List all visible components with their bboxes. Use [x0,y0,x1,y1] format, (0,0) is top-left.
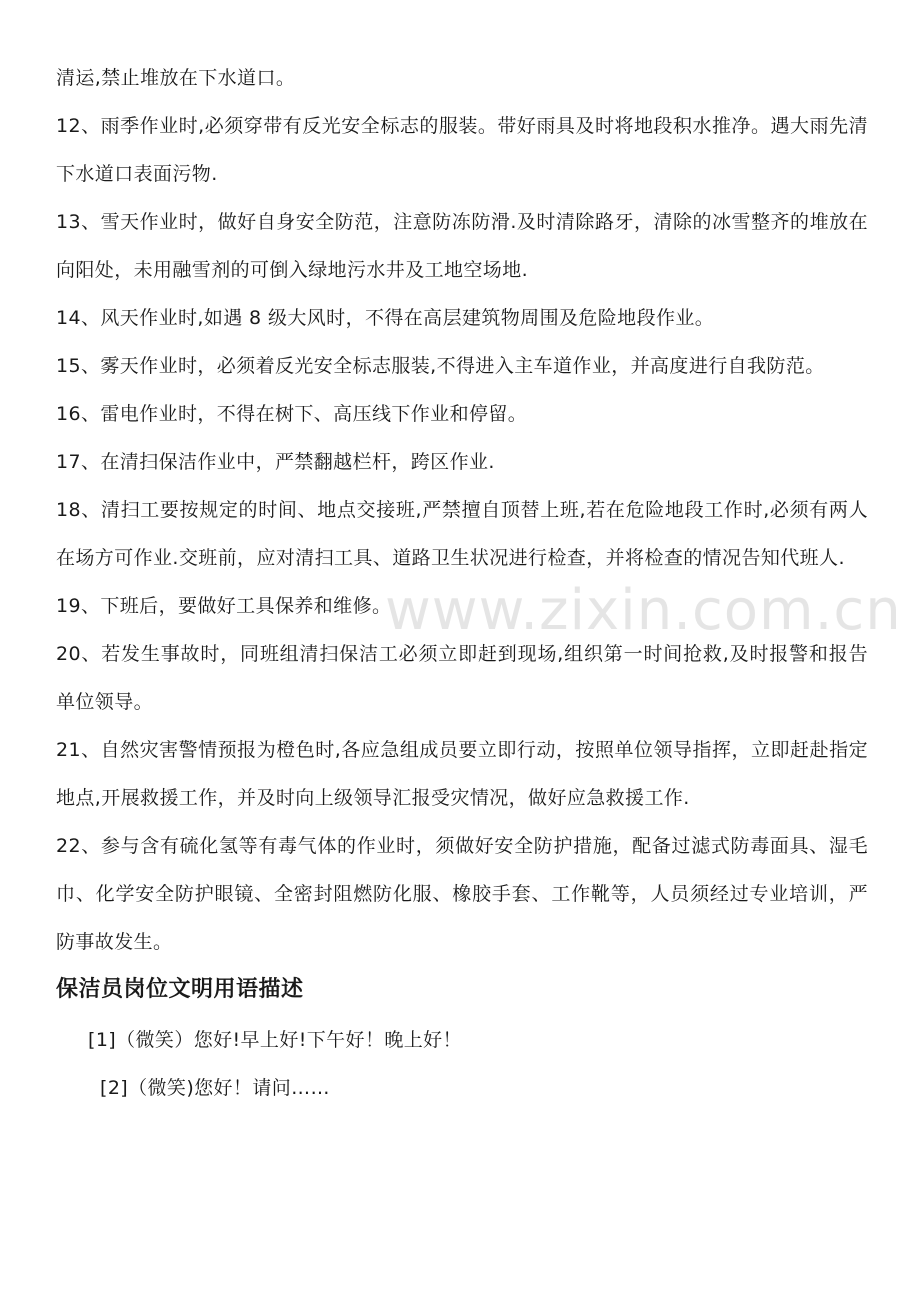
greeting-2: [2]（微笑)您好！请问…… [100,1077,330,1099]
rule-19: 19、下班后，要做好工具保养和维修。 [56,595,392,617]
rule-21: 21、自然灾害警情预报为橙色时,各应急组成员要立即行动，按照单位领导指挥，立即赶赴指定地点,开展救援工作，并及时向上级领导汇报受灾情况，做好应急救援工作. [56,739,868,809]
rule-15: 15、雾天作业时，必须着反光安全标志服装,不得进入主车道作业，并高度进行自我防范。 [56,355,825,377]
paragraph-continuation: 清运,禁止堆放在下水道口。 [56,67,296,89]
rule-22: 22、参与含有硫化氢等有毒气体的作业时，须做好安全防护措施，配备过滤式防毒面具、湿毛巾、化学安全防护眼镜、全密封阻燃防化服、橡胶手套、工作靴等，人员须经过专业培训，严防事故发生。 [56,835,868,953]
watermark: www.zixin.com.cn [385,578,902,643]
rule-20: 20、若发生事故时，同班组清扫保洁工必须立即赶到现场,组织第一时间抢救,及时报警和报告单位领导。 [56,643,868,713]
rule-14: 14、风天作业时,如遇 8 级大风时，不得在高层建筑物周围及危险地段作业。 [56,307,715,329]
rule-17: 17、在清扫保洁作业中，严禁翻越栏杆，跨区作业. [56,451,495,473]
rule-18: 18、清扫工要按规定的时间、地点交接班,严禁擅自顶替上班,若在危险地段工作时,必须有两人在场方可作业.交班前，应对清扫工具、道路卫生状况进行检查，并将检查的情况告知代班人. [56,499,868,569]
rule-13: 13、雪天作业时，做好自身安全防范，注意防冻防滑.及时清除路牙，清除的冰雪整齐的堆放在向阳处，未用融雪剂的可倒入绿地污水井及工地空场地. [56,211,868,281]
document-page [56,54,868,1112]
rule-12: 12、雨季作业时,必须穿带有反光安全标志的服装。带好雨具及时将地段积水推净。遇大雨先清下水道口表面污物. [56,115,868,185]
rule-16: 16、雷电作业时，不得在树下、高压线下作业和停留。 [56,403,528,425]
greeting-1: [1]（微笑）您好!早上好!下午好！晚上好！ [88,1029,462,1051]
section-heading: 保洁员岗位文明用语描述 [56,977,304,1002]
